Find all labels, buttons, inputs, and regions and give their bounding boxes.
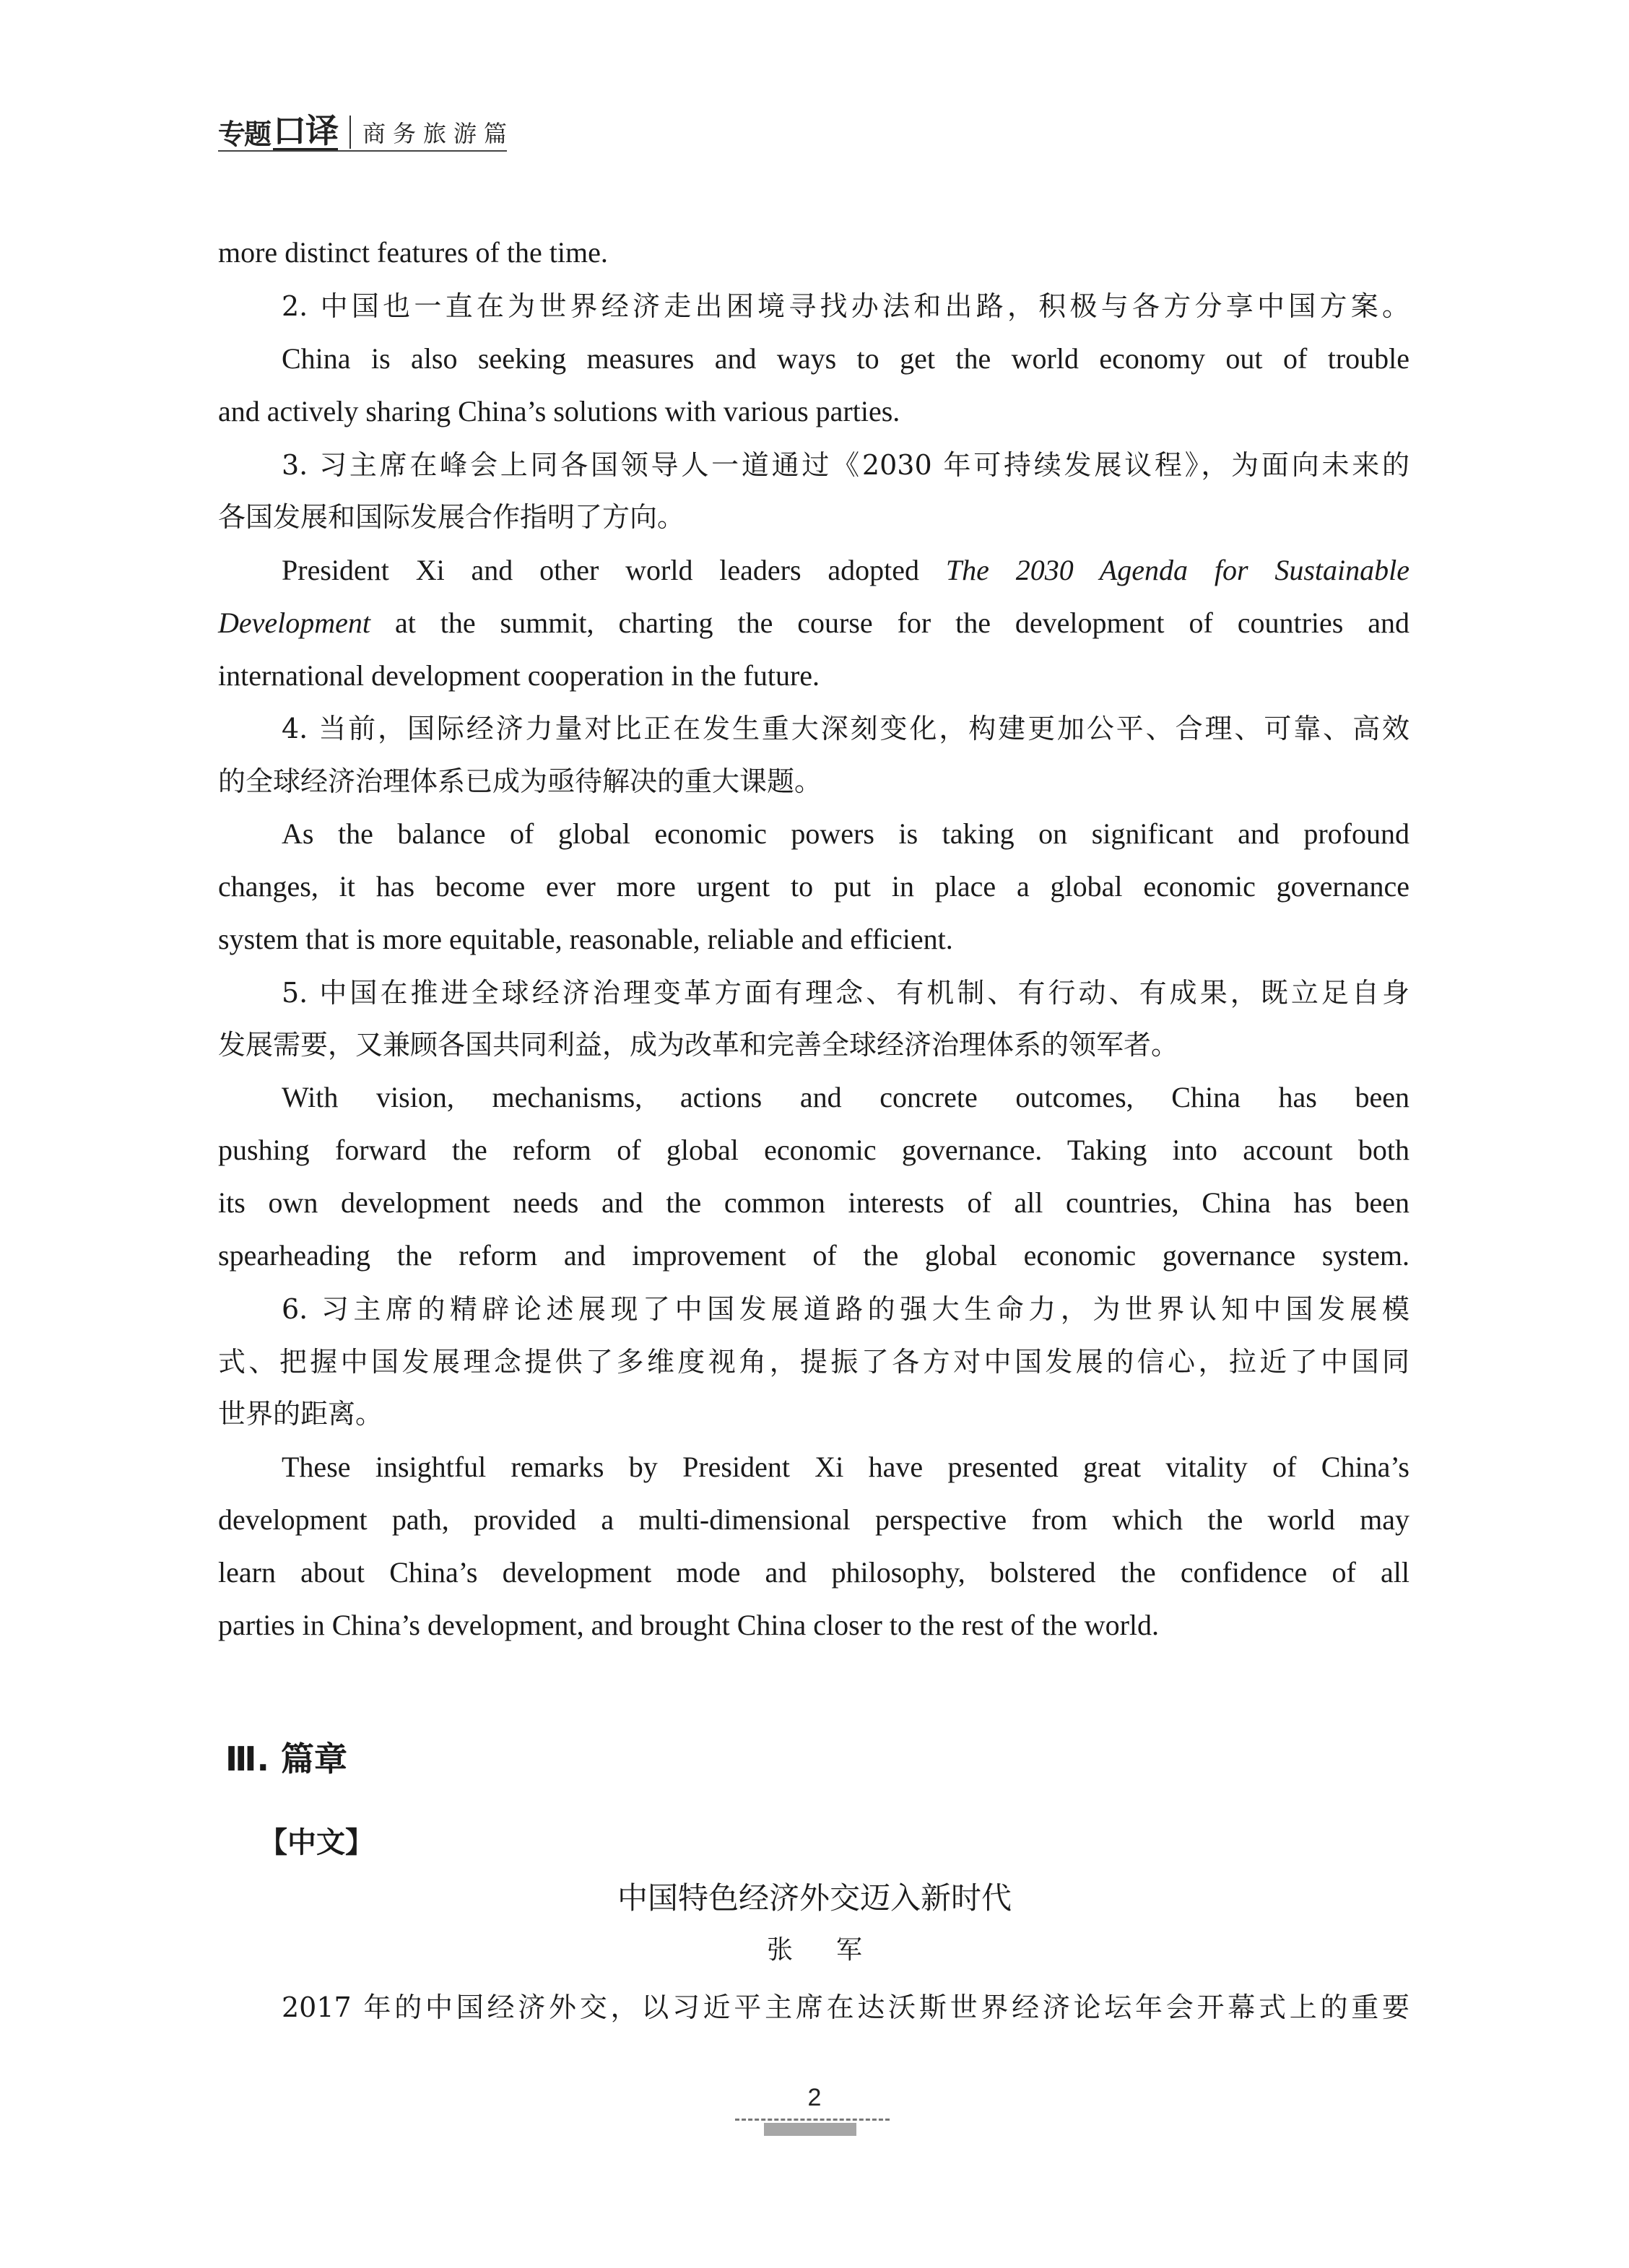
item-5-english-line: pushing forward the reform of global economic governance. Taking into account both: [218, 1134, 1409, 1166]
item-5-chinese-line: 发展需要，又兼顾各国共同利益，成为改革和完善全球经济治理体系的领军者。: [218, 1029, 1179, 1061]
item-5-english-line: its own development needs and the common interests of all countries, China has been: [218, 1186, 1409, 1219]
footer-dashed-rule: [735, 2119, 890, 2121]
item-5-english-line: With vision, mechanisms, actions and concrete outcomes, China has been: [282, 1081, 1409, 1113]
article-first-line: 2017 年的中国经济外交，以习近平主席在达沃斯世界经济论坛年会开幕式上的重要: [282, 1991, 1409, 2023]
item-2-english-line: China is also seeking measures and ways to get the world economy out of trouble: [282, 342, 1409, 375]
item-4-english-line: changes, it has become ever more urgent to put in place a global economic governance: [218, 870, 1409, 903]
item-6-english-line: parties in China’s development, and brought China closer to the rest of the world.: [218, 1609, 1160, 1641]
item-6-english-line: These insightful remarks by President Xi have presented great vitality of China’s: [282, 1451, 1409, 1483]
series-brand-prefix: 专题: [218, 118, 271, 150]
book-section-label: 商务旅游篇: [362, 120, 515, 147]
item-6-chinese-line: 6. 习主席的精辟论述展现了中国发展道路的强大生命力，为世界认知中国发展模: [282, 1293, 1409, 1325]
item-3-english-line: President Xi and other world leaders adopted The 2030 Agenda for Sustainable: [282, 554, 1409, 586]
item-2-english-line: and actively sharing China’s solutions with various parties.: [218, 395, 900, 427]
footer-gray-bar: [764, 2123, 856, 2136]
article-author: 张军: [766, 1935, 905, 1965]
section-heading: Ⅲ. 篇章: [225, 1739, 347, 1778]
body-line: more distinct features of the time.: [218, 236, 608, 269]
item-6-english-line: learn about China’s development mode and philosophy, bolstered the confidence of all: [218, 1556, 1409, 1589]
agenda-title-italic: Development: [218, 607, 371, 639]
item-4-english-line: system that is more equitable, reasonable, reliable and efficient.: [218, 923, 953, 955]
language-tag: 【中文】: [259, 1826, 374, 1859]
item-3-english-line: Development at the summit, charting the course for the development of countries and: [218, 607, 1409, 639]
item-4-chinese-line: 4. 当前，国际经济力量对比正在发生重大深刻变化，构建更加公平、合理、可靠、高效: [282, 713, 1409, 744]
agenda-title-italic: The 2030 Agenda for Sustainable: [945, 554, 1409, 586]
item-4-english-line: As the balance of global economic powers is taking on significant and profound: [282, 817, 1409, 850]
item-5-chinese-line: 5. 中国在推进全球经济治理变革方面有理念、有机制、有行动、有成果，既立足自身: [282, 977, 1409, 1009]
page-number: 2: [807, 2084, 822, 2111]
item-5-english-line: spearheading the reform and improvement of the global economic governance system.: [218, 1239, 1409, 1272]
item-3-chinese-line: 各国发展和国际发展合作指明了方向。: [218, 501, 685, 533]
header-rule: [218, 150, 507, 152]
header-divider: [349, 116, 351, 149]
article-title: 中国特色经济外交迈入新时代: [617, 1880, 1012, 1916]
item-3-chinese-line: 3. 习主席在峰会上同各国领导人一道通过《2030 年可持续发展议程》，为面向未来的: [282, 449, 1409, 481]
item-4-chinese-line: 的全球经济治理体系已成为亟待解决的重大课题。: [218, 765, 822, 797]
item-6-chinese-line: 式、把握中国发展理念提供了多维度视角，提振了各方对中国发展的信心，拉近了中国同: [218, 1346, 1409, 1378]
item-3-english-line: international development cooperation in the future.: [218, 659, 820, 692]
item-2-chinese: 2. 中国也一直在为世界经济走出困境寻找办法和出路，积极与各方分享中国方案。: [282, 290, 1409, 322]
series-brand-name: 口译: [273, 111, 339, 150]
running-header: [218, 101, 514, 152]
item-6-chinese-line: 世界的距离。: [218, 1398, 383, 1430]
item-6-english-line: development path, provided a multi-dimensional perspective from which the world may: [218, 1503, 1409, 1536]
